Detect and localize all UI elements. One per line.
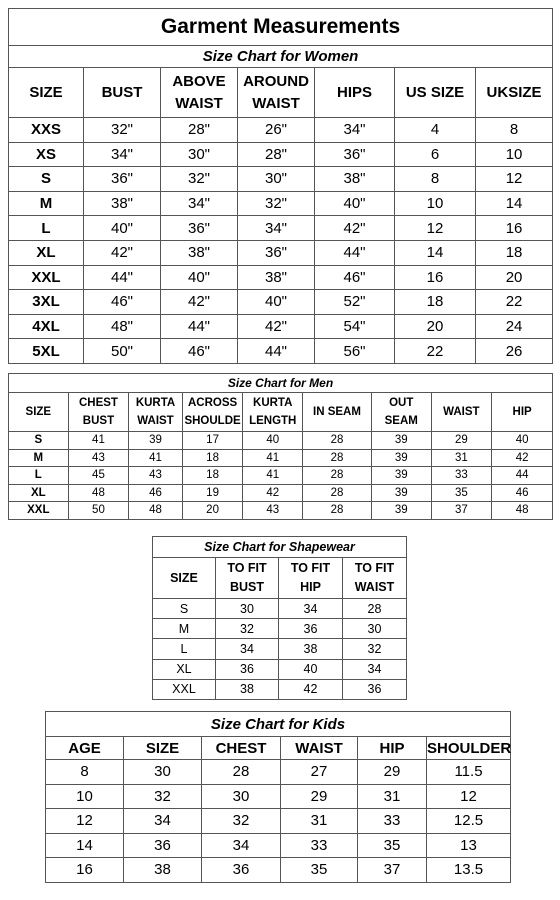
table-row [153, 619, 407, 639]
table-cell: 28 [343, 599, 407, 619]
table-cell: 38 [279, 639, 343, 659]
table-cell: 13.5 [427, 858, 511, 883]
table-row [9, 314, 553, 339]
table-cell: 28 [303, 467, 372, 485]
table-cell: 28 [303, 449, 372, 467]
men-column-header [492, 393, 553, 432]
table-cell: 24 [476, 314, 553, 339]
table-row [153, 679, 407, 699]
men-size-cell: L [9, 467, 69, 485]
table-cell: 4 [395, 118, 476, 143]
table-row [9, 432, 553, 450]
table-cell: 42" [238, 314, 315, 339]
table-cell: 34 [124, 809, 202, 834]
men-size-cell: XXL [9, 502, 69, 520]
men-column-header-label: KURTA [253, 397, 293, 409]
shapewear-size-cell: XXL [153, 679, 216, 699]
men-column-header [243, 393, 303, 432]
table-row [9, 167, 553, 192]
table-cell: 16 [395, 265, 476, 290]
kids-column-header [124, 737, 202, 760]
men-column-header [9, 393, 69, 432]
table-cell: 46" [161, 339, 238, 364]
men-size-cell: XL [9, 484, 69, 502]
table-row [46, 858, 511, 883]
table-cell: 46 [492, 484, 553, 502]
table-cell: 40" [84, 216, 161, 241]
table-cell: 37 [358, 858, 427, 883]
table-cell: 16 [476, 216, 553, 241]
table-cell: 32 [343, 639, 407, 659]
men-size-cell: S [9, 432, 69, 450]
table-cell: 42 [492, 449, 553, 467]
shapewear-column-header-label: TO FIT [354, 561, 395, 575]
table-cell: 32 [124, 784, 202, 809]
table-cell: 44" [315, 240, 395, 265]
women-column-header-label: ABOVE [172, 72, 226, 90]
table-cell: 33 [431, 467, 492, 485]
table-cell: 35 [281, 858, 358, 883]
table-cell: 36 [279, 619, 343, 639]
table-cell: 34 [216, 639, 279, 659]
kids-column-header-label: CHEST [215, 739, 267, 757]
table-cell: 32" [84, 118, 161, 143]
kids-column-header [281, 737, 358, 760]
table-cell: 41 [243, 449, 303, 467]
table-cell: 38" [315, 167, 395, 192]
shapewear-size-cell: L [153, 639, 216, 659]
shapewear-column-header-label: TO FIT [290, 561, 331, 575]
shapewear-size-cell: XL [153, 659, 216, 679]
table-row [9, 484, 553, 502]
table-cell: 30" [238, 167, 315, 192]
women-column-header [395, 68, 476, 118]
table-cell: 36 [202, 858, 281, 883]
table-cell: 28 [202, 760, 281, 785]
table-cell: 19 [182, 484, 243, 502]
table-cell: 18 [182, 467, 243, 485]
table-cell: 6 [395, 142, 476, 167]
table-cell: 30 [343, 619, 407, 639]
table-row [9, 265, 553, 290]
table-cell: 14 [395, 240, 476, 265]
table-cell: 12 [476, 167, 553, 192]
table-cell: 36 [216, 659, 279, 679]
men-column-header-label: BUST [82, 415, 115, 427]
table-cell: 40" [238, 290, 315, 315]
table-cell: 30" [161, 142, 238, 167]
table-row [9, 449, 553, 467]
men-table-body [9, 432, 553, 520]
table-cell: 26 [476, 339, 553, 364]
men-column-header-label: HIP [512, 406, 532, 418]
men-column-header [68, 393, 129, 432]
table-cell: 40" [161, 265, 238, 290]
table-cell: 44" [238, 339, 315, 364]
kids-size-cell: 8 [46, 760, 124, 785]
table-cell: 41 [68, 432, 129, 450]
women-column-header [315, 68, 395, 118]
kids-column-header [202, 737, 281, 760]
table-cell: 40 [243, 432, 303, 450]
men-column-header-label: SIZE [25, 406, 52, 418]
table-row [153, 599, 407, 619]
women-chart-title: Size Chart for Women [9, 46, 553, 68]
table-cell: 22 [395, 339, 476, 364]
table-cell: 38 [124, 858, 202, 883]
table-cell: 34" [161, 191, 238, 216]
table-cell: 35 [358, 833, 427, 858]
table-cell: 41 [243, 467, 303, 485]
women-size-cell: XL [9, 240, 84, 265]
men-size-cell: M [9, 449, 69, 467]
table-row [153, 659, 407, 679]
shapewear-size-table [152, 536, 407, 700]
table-cell: 10 [476, 142, 553, 167]
women-column-header [9, 68, 84, 118]
table-row [46, 809, 511, 834]
women-column-header-label: SIZE [29, 83, 63, 101]
kids-size-table [45, 711, 511, 883]
women-column-header [161, 68, 238, 118]
shapewear-size-cell: M [153, 619, 216, 639]
table-cell: 40" [315, 191, 395, 216]
men-column-header-label: LENGTH [249, 415, 297, 427]
shapewear-column-header-label: TO FIT [227, 561, 267, 575]
table-cell: 27 [281, 760, 358, 785]
shapewear-size-cell: S [153, 599, 216, 619]
table-row [9, 290, 553, 315]
table-cell: 17 [182, 432, 243, 450]
kids-table-body [46, 760, 511, 883]
men-column-header-label: KURTA [135, 397, 176, 409]
table-cell: 18 [395, 290, 476, 315]
kids-column-header [427, 737, 511, 760]
men-column-header-label: WAIST [137, 415, 174, 427]
shapewear-column-header [279, 558, 343, 599]
table-cell: 36" [315, 142, 395, 167]
kids-column-header-label: AGE [68, 739, 101, 757]
kids-size-cell: 12 [46, 809, 124, 834]
table-cell: 14 [476, 191, 553, 216]
kids-size-cell: 16 [46, 858, 124, 883]
men-column-header-label: SEAM [384, 415, 418, 427]
women-column-header-label: UKSIZE [486, 83, 542, 101]
table-cell: 32" [161, 167, 238, 192]
table-cell: 42 [279, 679, 343, 699]
table-cell: 42" [315, 216, 395, 241]
table-cell: 34 [279, 599, 343, 619]
shapewear-column-header-label: SIZE [170, 570, 198, 585]
table-cell: 32 [216, 619, 279, 639]
men-column-header-label: OUT [389, 397, 414, 409]
table-cell: 20 [395, 314, 476, 339]
table-cell: 38 [216, 679, 279, 699]
men-chart-title: Size Chart for Men [9, 374, 553, 393]
women-size-cell: 3XL [9, 290, 84, 315]
table-cell: 48 [129, 502, 182, 520]
table-cell: 29 [431, 432, 492, 450]
table-cell: 52" [315, 290, 395, 315]
table-cell: 41 [129, 449, 182, 467]
table-cell: 12 [395, 216, 476, 241]
women-column-header [476, 68, 553, 118]
table-cell: 46" [315, 265, 395, 290]
table-cell: 18 [476, 240, 553, 265]
table-cell: 36 [343, 679, 407, 699]
table-cell: 29 [281, 784, 358, 809]
women-header-row [9, 68, 553, 118]
shapewear-table-body [153, 599, 407, 700]
table-cell: 31 [358, 784, 427, 809]
men-column-header [129, 393, 182, 432]
table-cell: 40 [279, 659, 343, 679]
table-cell: 12 [427, 784, 511, 809]
men-column-header-label: IN SEAM [313, 406, 361, 418]
women-size-cell: M [9, 191, 84, 216]
table-cell: 32" [238, 191, 315, 216]
table-cell: 48 [492, 502, 553, 520]
men-size-table [8, 373, 553, 520]
table-cell: 42" [84, 240, 161, 265]
women-column-header-label: US SIZE [405, 83, 465, 101]
women-column-header-label: BUST [101, 83, 143, 101]
table-cell: 8 [395, 167, 476, 192]
table-cell: 22 [476, 290, 553, 315]
table-cell: 34 [343, 659, 407, 679]
table-cell: 31 [431, 449, 492, 467]
table-cell: 13 [427, 833, 511, 858]
men-column-header-label: WAIST [443, 406, 480, 418]
kids-chart-title: Size Chart for Kids [46, 712, 511, 737]
table-row [9, 502, 553, 520]
women-size-cell: S [9, 167, 84, 192]
table-cell: 34" [315, 118, 395, 143]
women-table-body [9, 118, 553, 364]
table-cell: 39 [129, 432, 182, 450]
men-column-header-label: CHEST [78, 397, 118, 409]
shapewear-column-header [216, 558, 279, 599]
kids-size-cell: 10 [46, 784, 124, 809]
table-cell: 30 [202, 784, 281, 809]
table-cell: 39 [371, 484, 431, 502]
table-cell: 12.5 [427, 809, 511, 834]
women-column-header-label: WAIST [175, 94, 223, 112]
table-cell: 44 [492, 467, 553, 485]
kids-column-header-label: SHOULDER [427, 739, 512, 757]
table-row [9, 216, 553, 241]
women-size-cell: XXS [9, 118, 84, 143]
table-cell: 50 [68, 502, 129, 520]
table-cell: 44" [161, 314, 238, 339]
table-cell: 40 [492, 432, 553, 450]
table-cell: 36" [238, 240, 315, 265]
table-cell: 46" [84, 290, 161, 315]
table-cell: 37 [431, 502, 492, 520]
table-cell: 10 [395, 191, 476, 216]
page-title: Garment Measurements [9, 9, 553, 46]
table-cell: 34" [238, 216, 315, 241]
table-cell: 43 [68, 449, 129, 467]
table-cell: 39 [371, 449, 431, 467]
table-cell: 54" [315, 314, 395, 339]
table-cell: 45 [68, 467, 129, 485]
women-size-cell: XS [9, 142, 84, 167]
table-cell: 30 [216, 599, 279, 619]
table-cell: 33 [358, 809, 427, 834]
women-column-header [84, 68, 161, 118]
shapewear-header-row [153, 558, 407, 599]
table-row [9, 339, 553, 364]
table-cell: 38" [161, 240, 238, 265]
kids-column-header-label: WAIST [295, 739, 343, 757]
table-cell: 38" [84, 191, 161, 216]
women-column-header-label: AROUND [243, 72, 309, 90]
table-cell: 38" [238, 265, 315, 290]
table-cell: 26" [238, 118, 315, 143]
table-cell: 28 [303, 432, 372, 450]
men-header-row [9, 393, 553, 432]
table-row [46, 833, 511, 858]
table-cell: 42 [243, 484, 303, 502]
table-cell: 20 [182, 502, 243, 520]
table-cell: 28 [303, 502, 372, 520]
table-row [9, 118, 553, 143]
table-cell: 18 [182, 449, 243, 467]
table-cell: 35 [431, 484, 492, 502]
women-column-header-label: HIPS [336, 83, 372, 101]
men-column-header-label: SHOULDE [184, 415, 241, 427]
table-row [9, 467, 553, 485]
women-size-cell: XXL [9, 265, 84, 290]
men-column-header [431, 393, 492, 432]
table-cell: 46 [129, 484, 182, 502]
table-cell: 32 [202, 809, 281, 834]
table-cell: 34" [84, 142, 161, 167]
kids-size-cell: 14 [46, 833, 124, 858]
table-cell: 28" [238, 142, 315, 167]
table-cell: 33 [281, 833, 358, 858]
table-cell: 56" [315, 339, 395, 364]
table-cell: 36" [161, 216, 238, 241]
table-cell: 31 [281, 809, 358, 834]
shapewear-column-header [153, 558, 216, 599]
table-row [9, 191, 553, 216]
table-cell: 30 [124, 760, 202, 785]
kids-header-row [46, 737, 511, 760]
table-row [9, 240, 553, 265]
table-cell: 44" [84, 265, 161, 290]
table-cell: 50" [84, 339, 161, 364]
women-size-cell: 4XL [9, 314, 84, 339]
table-cell: 11.5 [427, 760, 511, 785]
men-column-header [371, 393, 431, 432]
table-cell: 28 [303, 484, 372, 502]
kids-column-header [358, 737, 427, 760]
women-size-table [8, 8, 553, 364]
table-cell: 36" [84, 167, 161, 192]
shapewear-column-header-label: WAIST [354, 580, 395, 594]
shapewear-chart-title: Size Chart for Shapewear [153, 537, 407, 558]
men-column-header [303, 393, 372, 432]
table-cell: 34 [202, 833, 281, 858]
table-cell: 39 [371, 502, 431, 520]
table-cell: 20 [476, 265, 553, 290]
table-cell: 39 [371, 432, 431, 450]
men-column-header [182, 393, 243, 432]
table-cell: 42" [161, 290, 238, 315]
table-row [9, 142, 553, 167]
table-cell: 28" [161, 118, 238, 143]
shapewear-column-header-label: BUST [229, 580, 265, 594]
table-cell: 29 [358, 760, 427, 785]
women-column-header-label: WAIST [252, 94, 300, 112]
shapewear-column-header [343, 558, 407, 599]
table-cell: 43 [129, 467, 182, 485]
men-column-header-label: ACROSS [187, 397, 238, 409]
table-row [153, 639, 407, 659]
shapewear-column-header-label: HIP [300, 580, 321, 594]
women-column-header [238, 68, 315, 118]
kids-column-header-label: SIZE [145, 739, 180, 757]
table-cell: 39 [371, 467, 431, 485]
table-cell: 48 [68, 484, 129, 502]
kids-column-header [46, 737, 124, 760]
women-size-cell: L [9, 216, 84, 241]
kids-column-header-label: HIP [379, 739, 405, 757]
table-cell: 48" [84, 314, 161, 339]
table-cell: 36 [124, 833, 202, 858]
women-size-cell: 5XL [9, 339, 84, 364]
table-row [46, 760, 511, 785]
table-row [46, 784, 511, 809]
table-cell: 43 [243, 502, 303, 520]
table-cell: 8 [476, 118, 553, 143]
